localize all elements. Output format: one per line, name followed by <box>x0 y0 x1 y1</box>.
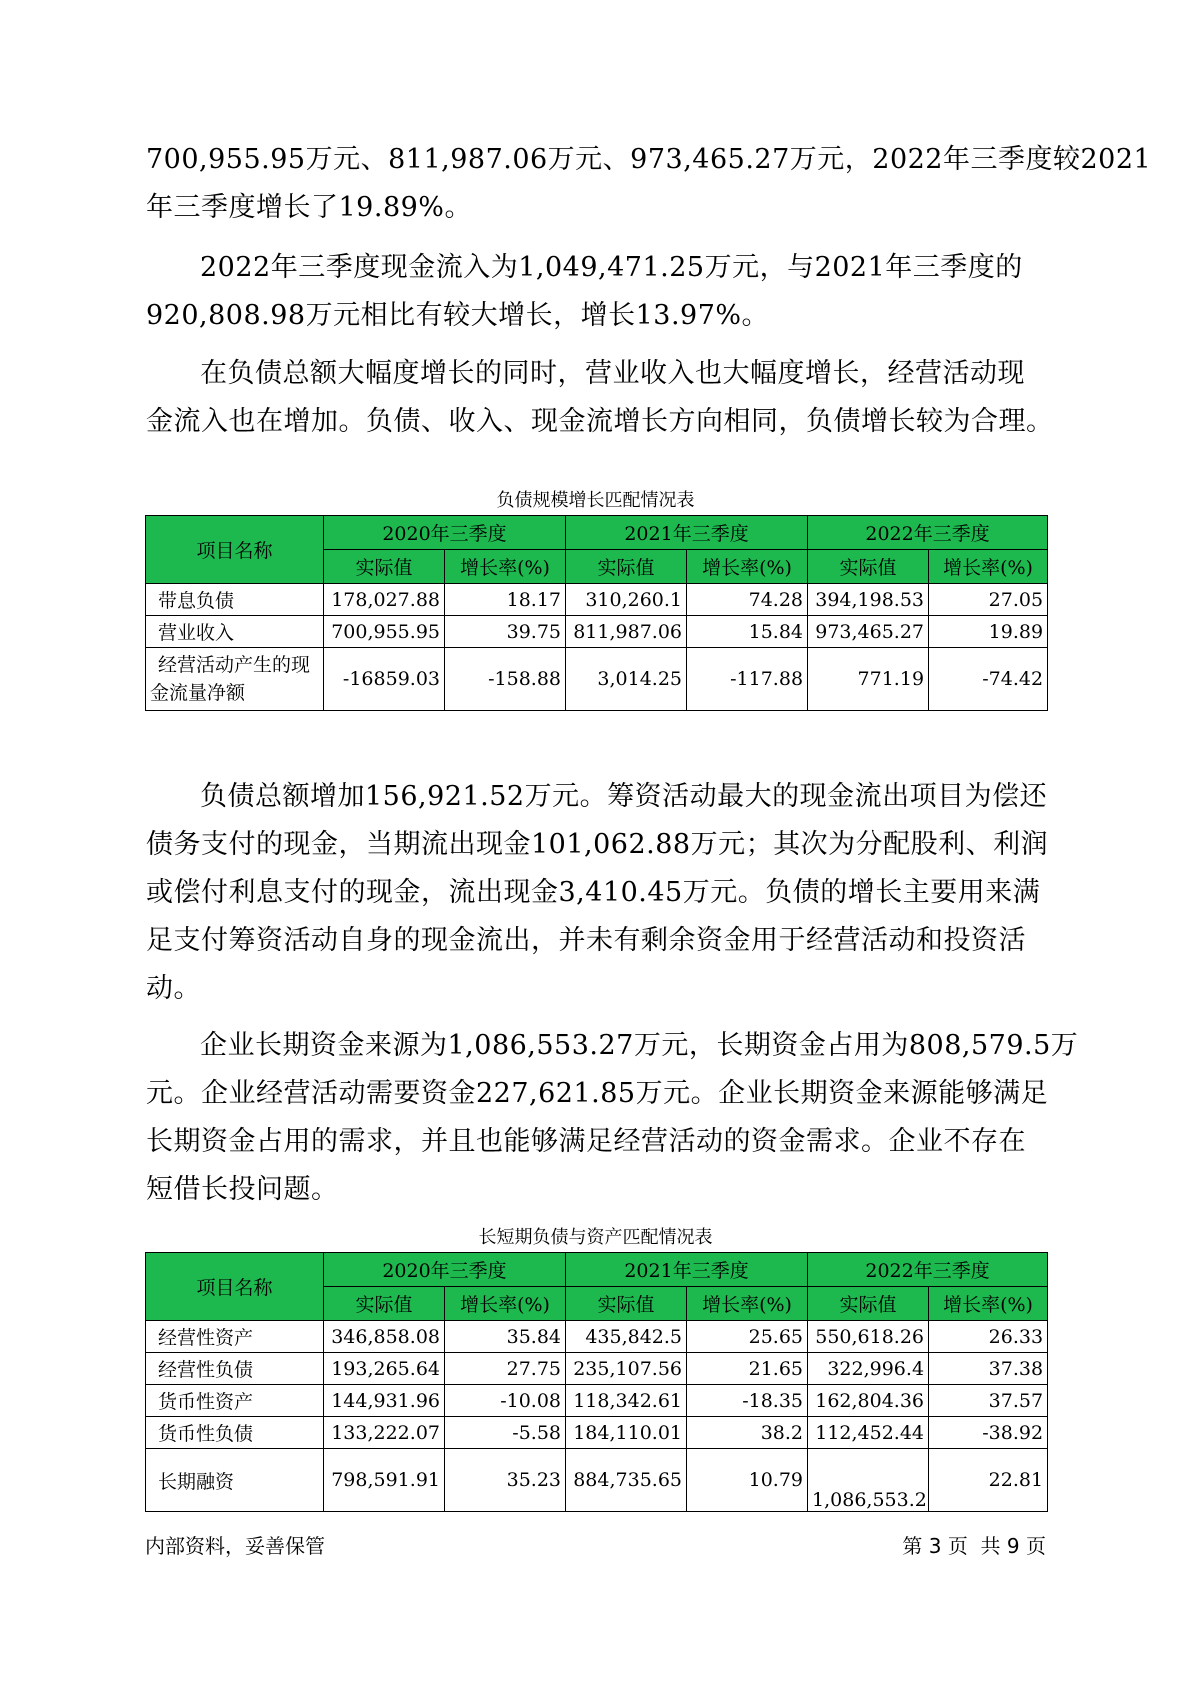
paragraph-revenue <box>146 136 1152 232</box>
table1-caption: 负债规模增长匹配情况表 <box>496 490 695 511</box>
cell-value: 346,858.08 <box>324 1321 445 1353</box>
header-period: 2021年三季度 <box>566 1253 808 1287</box>
table-row <box>146 1353 1048 1385</box>
debt-scale-table <box>145 515 1048 711</box>
cell-value: 884,735.65 <box>566 1449 687 1512</box>
header-actual: 实际值 <box>566 550 687 584</box>
cell-value: -74.42 <box>929 648 1048 711</box>
row-label-line: 金流量净额 <box>150 682 246 704</box>
cell-value: 35.84 <box>445 1321 566 1353</box>
cell-value: 118,342.61 <box>566 1385 687 1417</box>
cell-value: -158.88 <box>445 648 566 711</box>
paragraph-cash-inflow <box>146 244 1046 340</box>
table-row <box>146 1385 1048 1417</box>
cell-value: 144,931.96 <box>324 1385 445 1417</box>
cell-value: -5.58 <box>445 1417 566 1449</box>
cell-value: -10.08 <box>445 1385 566 1417</box>
cell-value: 10.79 <box>687 1449 808 1512</box>
row-label-line: 经营活动产生的现 <box>158 654 311 676</box>
cell-value: 37.57 <box>929 1385 1048 1417</box>
cell-value: 27.75 <box>445 1353 566 1385</box>
header-period: 2020年三季度 <box>324 1253 566 1287</box>
cell-value: 162,804.36 <box>808 1385 929 1417</box>
cell-value: 38.2 <box>687 1417 808 1449</box>
row-label: 营业收入 <box>146 616 324 648</box>
text-line: 在负债总额大幅度增长的同时，营业收入也大幅度增长，经营活动现 <box>200 358 1025 389</box>
row-label: 货币性负债 <box>146 1417 324 1449</box>
table-header-row <box>146 1253 1048 1287</box>
cell-value: -18.35 <box>687 1385 808 1417</box>
header-actual: 实际值 <box>324 550 445 584</box>
row-label: 货币性资产 <box>146 1385 324 1417</box>
header-growth: 增长率(%) <box>687 550 808 584</box>
header-actual: 实际值 <box>808 1287 929 1321</box>
cell-value: 193,265.64 <box>324 1353 445 1385</box>
cell-value: 22.81 <box>929 1449 1048 1512</box>
text-line: 920,808.98万元相比有较大增长，增长13.97%。 <box>146 300 770 331</box>
debt-asset-match-table <box>145 1252 1048 1512</box>
cell-value: 700,955.95 <box>324 616 445 648</box>
header-period: 2021年三季度 <box>566 516 808 550</box>
header-actual: 实际值 <box>324 1287 445 1321</box>
table-row <box>146 584 1048 616</box>
cell-value: 394,198.53 <box>808 584 929 616</box>
table-row <box>146 1449 1048 1512</box>
cell-value: 435,842.5 <box>566 1321 687 1353</box>
cell-value: 19.89 <box>929 616 1048 648</box>
cell-value: 1,086,553.2 <box>808 1449 929 1512</box>
text-line: 2022年三季度现金流入为1,049,471.25万元，与2021年三季度的 <box>200 252 1023 283</box>
header-growth: 增长率(%) <box>445 550 566 584</box>
text-line: 年三季度增长了19.89%。 <box>146 192 472 223</box>
header-actual: 实际值 <box>566 1287 687 1321</box>
cell-value: 811,987.06 <box>566 616 687 648</box>
text-line: 长期资金占用的需求，并且也能够满足经营活动的资金需求。企业不存在 <box>146 1126 1026 1157</box>
paragraph-debt-growth <box>146 350 1054 446</box>
cell-value: 178,027.88 <box>324 584 445 616</box>
cell-value: 18.17 <box>445 584 566 616</box>
text-line: 金流入也在增加。负债、收入、现金流增长方向相同，负债增长较为合理。 <box>146 406 1054 437</box>
row-label: 长期融资 <box>146 1449 324 1512</box>
text-line: 700,955.95万元、811,987.06万元、973,465.27万元，2022年三季度较2021 <box>146 144 1152 175</box>
row-label: 经营性资产 <box>146 1321 324 1353</box>
cell-value: 3,014.25 <box>566 648 687 711</box>
header-growth: 增长率(%) <box>687 1287 808 1321</box>
header-growth: 增长率(%) <box>929 550 1048 584</box>
text-line: 动。 <box>146 973 201 1004</box>
cell-value: 74.28 <box>687 584 808 616</box>
cell-value: 771.19 <box>808 648 929 711</box>
row-label <box>146 648 324 711</box>
paragraph-debt-usage <box>146 773 1049 1013</box>
table2-caption: 长短期负债与资产匹配情况表 <box>478 1227 713 1248</box>
header-period: 2022年三季度 <box>808 1253 1048 1287</box>
cell-value: 310,260.1 <box>566 584 687 616</box>
footer-confidential-note: 内部资料，妥善保管 <box>145 1534 325 1558</box>
table-row <box>146 1417 1048 1449</box>
cell-value: 26.33 <box>929 1321 1048 1353</box>
row-label: 带息负债 <box>146 584 324 616</box>
header-period: 2020年三季度 <box>324 516 566 550</box>
cell-value: 973,465.27 <box>808 616 929 648</box>
cell-value: 798,591.91 <box>324 1449 445 1512</box>
cell-value: 27.05 <box>929 584 1048 616</box>
text-line: 短借长投问题。 <box>146 1174 339 1205</box>
cell-value: -16859.03 <box>324 648 445 711</box>
cell-value: 25.65 <box>687 1321 808 1353</box>
table-row <box>146 648 1048 711</box>
text-line: 债务支付的现金，当期流出现金101,062.88万元；其次为分配股利、利润 <box>146 829 1049 860</box>
table-row <box>146 616 1048 648</box>
header-item-name: 项目名称 <box>146 1253 324 1321</box>
text-line: 企业长期资金来源为1,086,553.27万元，长期资金占用为808,579.5万 <box>200 1030 1079 1061</box>
row-label: 经营性负债 <box>146 1353 324 1385</box>
cell-value: 112,452.44 <box>808 1417 929 1449</box>
cell-value: 133,222.07 <box>324 1417 445 1449</box>
header-period: 2022年三季度 <box>808 516 1048 550</box>
cell-value: 235,107.56 <box>566 1353 687 1385</box>
cell-value: 322,996.4 <box>808 1353 929 1385</box>
table-row <box>146 1321 1048 1353</box>
cell-value: 37.38 <box>929 1353 1048 1385</box>
cell-value: 21.65 <box>687 1353 808 1385</box>
cell-value: 15.84 <box>687 616 808 648</box>
header-actual: 实际值 <box>808 550 929 584</box>
paragraph-long-term-funds <box>146 1022 1079 1214</box>
header-growth: 增长率(%) <box>445 1287 566 1321</box>
header-item-name: 项目名称 <box>146 516 324 584</box>
cell-value: 39.75 <box>445 616 566 648</box>
cell-value: -38.92 <box>929 1417 1048 1449</box>
cell-value: -117.88 <box>687 648 808 711</box>
cell-value: 550,618.26 <box>808 1321 929 1353</box>
footer-page-number: 第 3 页 共 9 页 <box>902 1534 1046 1558</box>
cell-value: 184,110.01 <box>566 1417 687 1449</box>
cell-value: 35.23 <box>445 1449 566 1512</box>
text-line: 元。企业经营活动需要资金227,621.85万元。企业长期资金来源能够满足 <box>146 1078 1049 1109</box>
header-growth: 增长率(%) <box>929 1287 1048 1321</box>
text-line: 或偿付利息支付的现金，流出现金3,410.45万元。负债的增长主要用来满 <box>146 877 1041 908</box>
table-header-row <box>146 516 1048 550</box>
text-line: 足支付筹资活动自身的现金流出，并未有剩余资金用于经营活动和投资活 <box>146 925 1026 956</box>
text-line: 负债总额增加156,921.52万元。筹资活动最大的现金流出项目为偿还 <box>200 781 1048 812</box>
